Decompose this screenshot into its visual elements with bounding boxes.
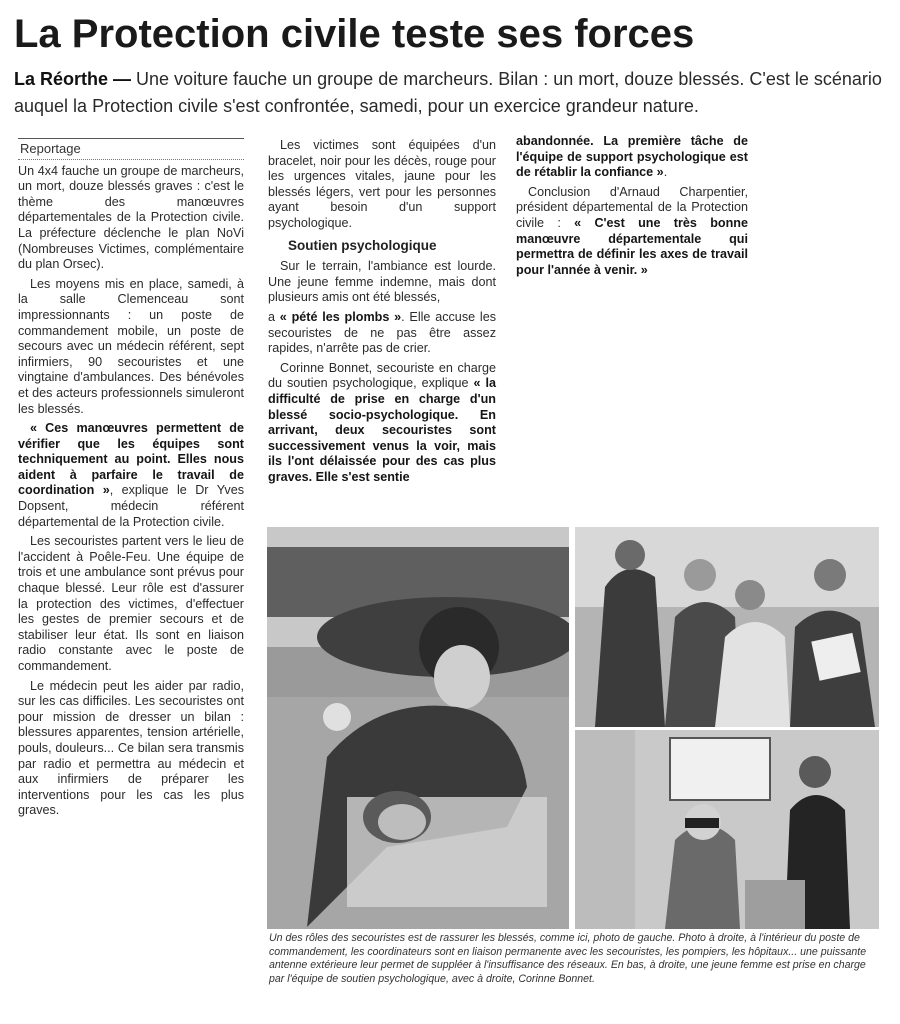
text-fragment: . Elle accuse les secouristes de ne pas être assez rapides, n'arrête pas de crier. (268, 309, 496, 356)
paragraph (516, 134, 748, 181)
paragraph: Sur le terrain, l'ambiance est lourde. Une jeune femme indemne, mais dont plusieurs amis ont été blessés, (268, 259, 496, 305)
lede-place: La Réorthe — (14, 69, 132, 89)
quote-paragraph (18, 421, 244, 530)
quote-bold: abandonnée. La première tâche de l'équipe de support psychologique est de rétablir la confiance » (516, 134, 748, 180)
paragraph: Un 4x4 fauche un groupe de marcheurs, un mort, douze blessés graves : c'est le thème des manœuvres départementales de la Protection civile. La préfecture déclenche le plan NoVi (Nombreuses Victimes, complémentaire du plan Orsec). (18, 163, 244, 272)
quote-bold: « la difficulté de prise en charge d'un blessé socio-psychologique. En arrivant, deux secouristes sont successivement venus la voir, mais ils l'ont délaissée pour des cas plus graves. Elle s'est sentie (268, 376, 496, 484)
quote-bold: « C'est une très bonne manœuvre départementale qui permettra de définir les axes de travail pour l'année à venir. » (516, 215, 748, 277)
paragraph: Le médecin peut les aider par radio, sur les cas difficiles. Les secouristes ont pour mission de dresser un bilan : blessures apparentes, tension artérielle, pouls, douleurs... Ce bilan sera transmis par radio et permettra au médecin et aux infirmiers de préparer les interventions pour les cas les plus graves. (18, 678, 244, 818)
photo-caption: Un des rôles des secouristes est de rassurer les blessés, comme ici, photo de gauche. Photo à droite, à l'intérieur du poste de commandement, les coordinateurs sont en liaison permanente avec les secouristes, les pompiers, les hôpitaux... une puissante antenne extérieure leur permet de suppléer à l'insuffisance des réseaux. En bas, à droite, une jeune femme est prise en charge par l'équipe de soutien psychologique, avec à droite, Corinne Bonnet. (269, 932, 867, 985)
headline: La Protection civile teste ses forces (14, 12, 695, 56)
column-3 (516, 134, 748, 282)
photo-psychological-support (575, 730, 879, 929)
quote-bold: « pété les plombs » (279, 309, 402, 324)
column-1 (18, 138, 244, 823)
paragraph: Les secouristes partent vers le lieu de l'accident à Poêle-Feu. Une équipe de trois et une ambulance sont prévus pour chaque blessé. Leur rôle est d'assurer la protection des victimes, d'effectuer les gestes de premier secours et de stabiliser leur état. Ils sont en liaison radio constante avec le poste de commandement. (18, 534, 244, 673)
paragraph (268, 310, 496, 357)
lede-text: Une voiture fauche un groupe de marcheurs. Bilan : un mort, douze blessés. C'est le scénario auquel la Protection civile s'est confrontée, samedi, pour un exercice grandeur nature. (14, 69, 882, 116)
rubric: Reportage (18, 138, 244, 160)
photo-command-post (575, 527, 879, 727)
text-fragment: Conclusion d'Arnaud Charpentier, président départemental de la Protection civile : (516, 184, 748, 230)
paragraph (268, 361, 496, 486)
text-fragment: a (268, 309, 280, 324)
lede (14, 66, 890, 120)
quote-attribution: , explique le Dr Yves Dopsent, médecin référent départemental de la Protection civile. (18, 483, 245, 529)
quote-bold: « Ces manœuvres permettent de vérifier que les équipes sont techniquement au point. Elles nous aident à parfaire le travail de coordination » (18, 421, 244, 498)
text-fragment: Corinne Bonnet, secouriste en charge du soutien psychologique, explique (268, 360, 496, 391)
photo-rescuer-with-victim (267, 527, 569, 929)
paragraph: Les moyens mis en place, samedi, à la salle Clemenceau sont impressionnants : un poste de commandement mobile, un poste de secours avec un médecin référent, sept infirmiers, 90 secouristes et une vingtaine d'ambulances. Des bénévoles et des acteurs professionnels simuleront les blessés. (18, 276, 244, 416)
column-2 (268, 138, 496, 489)
subhead: Soutien psychologique (288, 237, 437, 253)
paragraph (516, 185, 748, 279)
text-fragment: . (663, 165, 668, 180)
paragraph: Les victimes sont équipées d'un bracelet, noir pour les décès, rouge pour les urgences vitales, jaune pour les blessés légers, vert pour les personnes ayant besoin d'un support psychologique. (268, 138, 496, 230)
